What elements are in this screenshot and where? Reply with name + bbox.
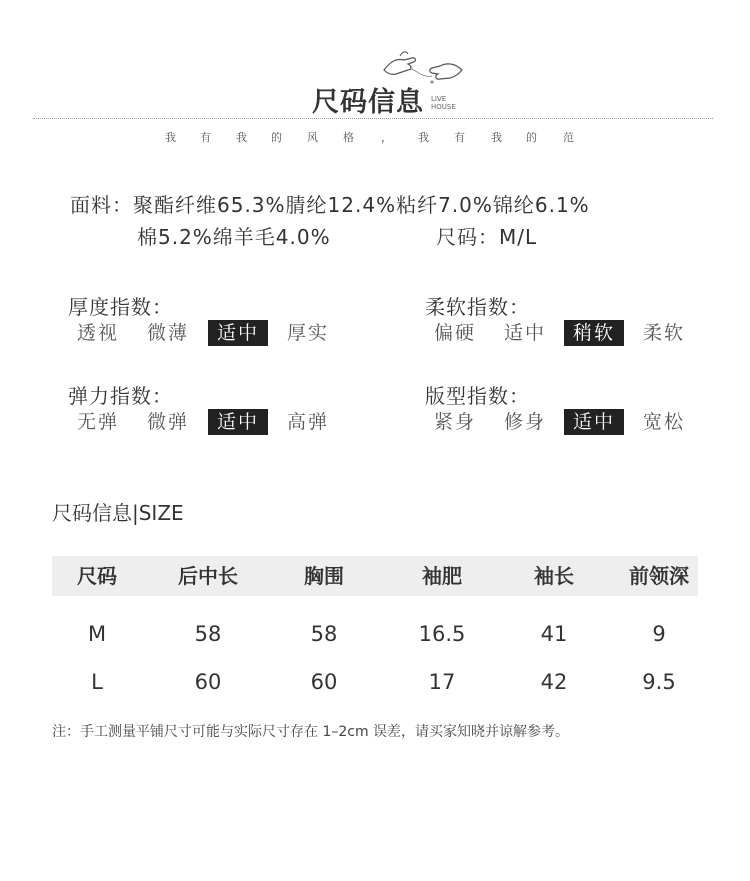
slogan-char: 我 [491, 131, 502, 144]
index-option-selected: 适中 [208, 320, 268, 346]
brand-text [431, 95, 456, 111]
measurement-note: 注：手工测量平铺尺寸可能与实际尺寸存在 1–2cm 误差，请买家知晓并谅解参考。 [52, 724, 570, 740]
slogan-char: 我 [165, 131, 176, 144]
index-option: 厚实 [286, 322, 329, 344]
index-option: 紧身 [433, 411, 476, 433]
slogan-char: 我 [418, 131, 429, 144]
header-title: 尺码信息 [312, 87, 424, 118]
fabric-line-1: 面料：聚酯纤维65.3%腈纶12.4%粘纤7.0%锦纶6.1% [70, 193, 590, 217]
index-option: 修身 [503, 411, 546, 433]
table-cell: 16.5 [418, 622, 466, 646]
table-cell: 58 [194, 622, 222, 646]
table-header-cell: 袖肥 [422, 564, 462, 588]
slogan-char: ， [381, 131, 392, 144]
index-option: 宽松 [642, 411, 685, 433]
table-header-cell: 前领深 [629, 564, 689, 588]
index-option: 柔软 [642, 322, 685, 344]
index-option: 微薄 [146, 322, 189, 344]
brand-line-1: LIVE [431, 95, 447, 103]
dotted-divider [33, 118, 713, 119]
table-header-cell: 后中长 [178, 564, 238, 588]
slogan-char: 格 [343, 131, 354, 144]
slogan-char: 有 [454, 131, 465, 144]
index-option-selected: 适中 [564, 409, 624, 435]
table-cell: 60 [310, 670, 338, 694]
fabric-line-2: 棉5.2%绵羊毛4.0% [137, 225, 331, 249]
slogan-char: 我 [236, 131, 247, 144]
index-option: 微弹 [146, 411, 189, 433]
index-option: 高弹 [286, 411, 329, 433]
slogan-char: 的 [271, 131, 282, 144]
slogan-char: 的 [526, 131, 537, 144]
slogan-char: 范 [563, 131, 574, 144]
table-cell: 41 [540, 622, 568, 646]
index-title: 柔软指数： [425, 295, 530, 319]
size-label: 尺码：M/L [436, 225, 538, 249]
table-cell: M [87, 622, 107, 646]
slogan-char: 风 [307, 131, 318, 144]
table-cell: 58 [310, 622, 338, 646]
size-section-title: 尺码信息|SIZE [52, 501, 184, 525]
index-option: 无弹 [76, 411, 119, 433]
index-option-selected: 稍软 [564, 320, 624, 346]
slogan-char: 有 [200, 131, 211, 144]
table-header-cell: 尺码 [77, 564, 117, 588]
table-cell: 42 [540, 670, 568, 694]
table-header-cell: 胸围 [304, 564, 344, 588]
index-title: 版型指数： [425, 384, 530, 408]
index-title: 弹力指数： [68, 384, 173, 408]
table-cell: 9.5 [642, 670, 676, 694]
brand-line-2: HOUSE [431, 103, 456, 111]
index-title: 厚度指数： [68, 295, 173, 319]
index-option: 偏硬 [433, 322, 476, 344]
table-header-cell: 袖长 [534, 564, 574, 588]
table-cell: 60 [194, 670, 222, 694]
index-option: 透视 [76, 322, 119, 344]
table-cell: L [91, 670, 103, 694]
index-option: 适中 [503, 322, 546, 344]
index-option-selected: 适中 [208, 409, 268, 435]
table-cell: 9 [652, 622, 666, 646]
table-cell: 17 [428, 670, 456, 694]
